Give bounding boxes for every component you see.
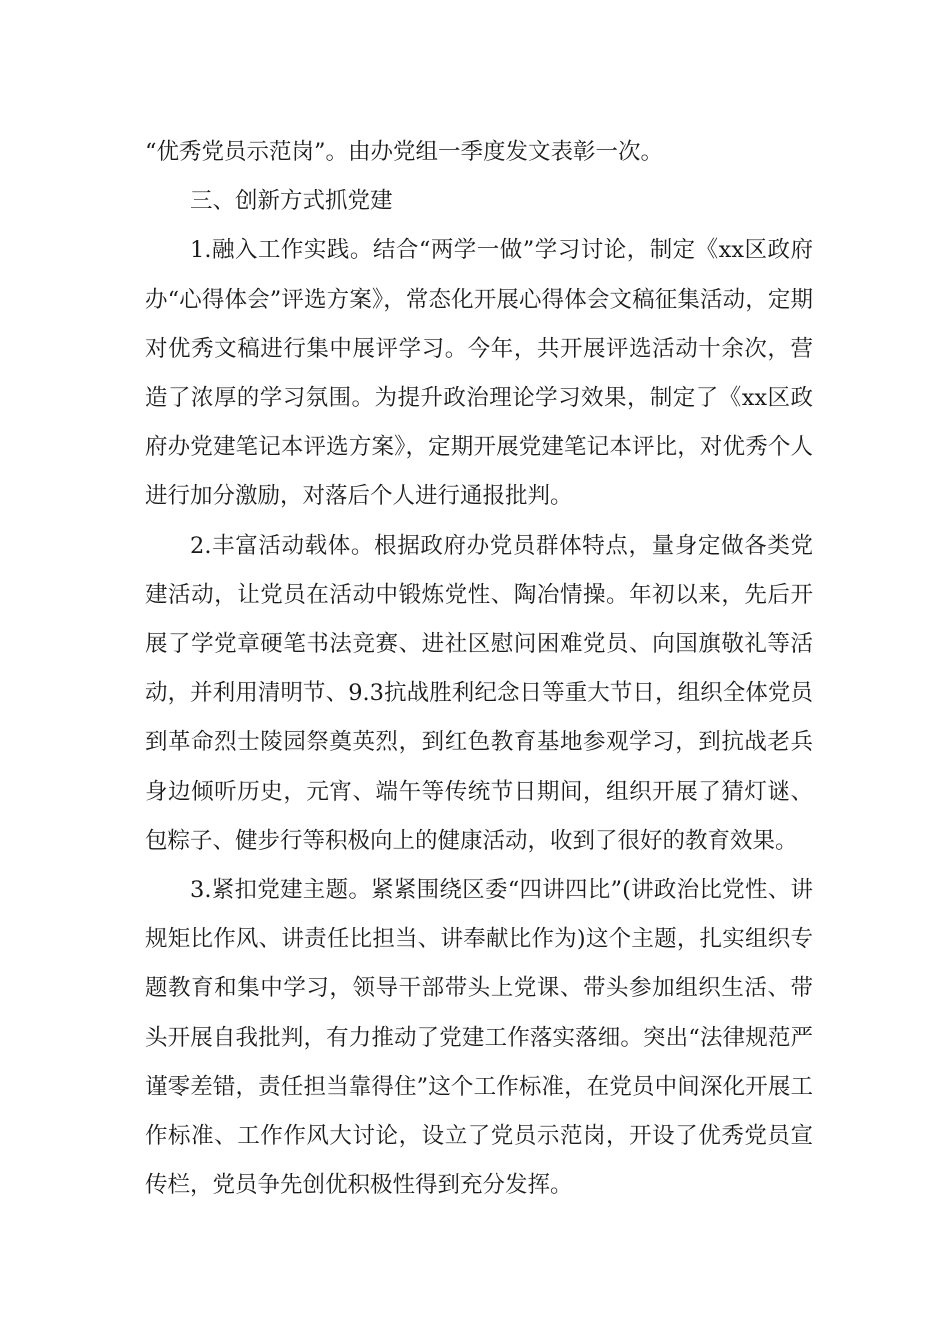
document-body (145, 128, 813, 1210)
section-heading: 三、创新方式抓党建 (190, 188, 393, 215)
paragraph-item-1: 1.融入工作实践。结合“两学一做”学习讨论，制定《xx区政府办“心得体会”评选方案》，常态化开展心得体会文稿征集活动，定期对优秀文稿进行集中展评学习。今年，共开展评选活动十余次，营造了浓厚的学习氛围。为提升政治理论学习效果，制定了《xx区政府办党建笔记本评选方案》，定期开展党建笔记本评比，对优秀个人进行加分激励，对落后个人进行通报批判。 (145, 237, 813, 510)
paragraph-item-3: 3.紧扣党建主题。紧紧围绕区委“四讲四比”(讲政治比党性、讲规矩比作风、讲责任比担当、讲奉献比作为)这个主题，扎实组织专题教育和集中学习，领导干部带头上党课、带头参加组织生活、带头开展自我批判，有力推动了党建工作落实落细。突出“法律规范严谨零差错，责任担当靠得住”这个工作标准，在党员中间深化开展工作标准、工作作风大讨论，设立了党员示范岗，开设了优秀党员宣传栏，党员争先创优积极性得到充分发挥。 (145, 877, 813, 1199)
paragraph-item-2: 2.丰富活动载体。根据政府办党员群体特点，量身定做各类党建活动，让党员在活动中锻炼党性、陶冶情操。年初以来，先后开展了学党章硬笔书法竞赛、进社区慰问困难党员、向国旗敬礼等活动，并利用清明节、9.3抗战胜利纪念日等重大节日，组织全体党员到革命烈士陵园祭奠英烈，到红色教育基地参观学习，到抗战老兵身边倾听历史，元宵、端午等传统节日期间，组织开展了猜灯谜、包粽子、健步行等积极向上的健康活动，收到了很好的教育效果。 (145, 532, 813, 854)
paragraph-continuation: “优秀党员示范岗”。由办党组一季度发文表彰一次。 (145, 139, 664, 165)
